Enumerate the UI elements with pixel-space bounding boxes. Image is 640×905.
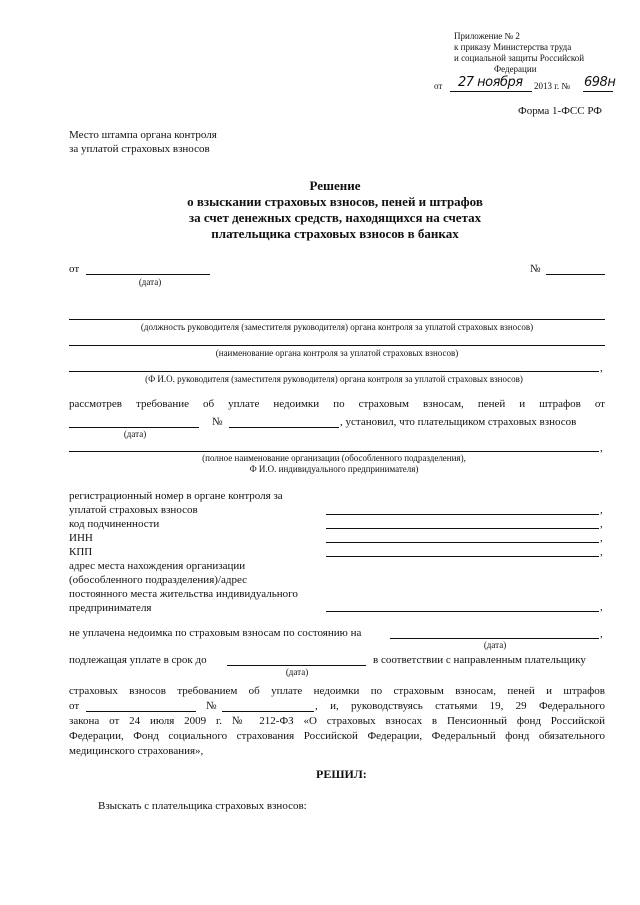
reg-number-field[interactable] <box>326 514 599 515</box>
stamp-note <box>69 128 217 156</box>
due-date-caption: (дата) <box>285 667 309 677</box>
comma: , <box>600 532 603 544</box>
requirement-number-field[interactable] <box>229 427 339 428</box>
requirement-date-caption: (дата) <box>123 429 147 439</box>
appendix-number-line <box>583 91 613 92</box>
title-line: плательщика страховых взносов в банках <box>211 226 459 241</box>
collect-text: Взыскать с плательщика страховых взносов: <box>98 800 307 812</box>
appendix-from: от <box>434 81 443 91</box>
comma: , <box>600 628 603 640</box>
appendix-date-handwritten: 27 ноября <box>458 75 523 90</box>
number-sign: № <box>530 263 541 275</box>
due-suffix: в соответствии с направленным плательщику <box>373 654 586 666</box>
comma: , <box>600 362 603 374</box>
appendix-date-line <box>450 91 532 92</box>
decision-number-field[interactable] <box>546 274 605 275</box>
unpaid-date-field[interactable] <box>390 638 599 639</box>
considered-text: рассмотрев требование об уплате недоимки по страховым взносам, пеней и штрафов от <box>69 398 605 410</box>
appendix-line: и социальной защиты Российской <box>454 53 585 63</box>
document-title <box>140 178 530 242</box>
comma: , <box>600 518 603 530</box>
requirement-number-sign: № <box>212 416 223 428</box>
established-text: , установил, что плательщиком страховых взносов <box>340 416 577 428</box>
paragraph-line: закона от 24 июля 2009 г. № 212-ФЗ «О страховых взносах в Пенсионный фонд Российской <box>69 715 605 727</box>
stamp-note-line: за уплатой страховых взносов <box>69 143 210 155</box>
field-label-address: постоянного места жительства индивидуального <box>69 588 298 600</box>
head-fio-field[interactable] <box>69 371 599 372</box>
paragraph-line: медицинского страхования», <box>69 745 204 757</box>
subordination-field[interactable] <box>326 528 599 529</box>
appendix-line: Приложение № 2 <box>454 31 520 41</box>
appendix-line: Федерации <box>494 64 537 74</box>
date-caption: (дата) <box>138 277 162 287</box>
head-fio-caption: (Ф И.О. руководителя (заместителя руководителя) органа контроля за уплатой страховых взносов) <box>145 374 523 384</box>
field-label-reg: регистрационный номер в органе контроля за <box>69 490 283 502</box>
title-line: о взыскании страховых взносов, пеней и штрафов <box>187 194 483 209</box>
comma: , <box>600 504 603 516</box>
appendix-number-handwritten: 698н <box>584 75 616 90</box>
unpaid-text: не уплачена недоимка по страховым взносам по состоянию на <box>69 627 362 639</box>
appendix-year: 2013 г. № <box>534 81 571 91</box>
unpaid-date-caption: (дата) <box>483 640 507 650</box>
para-number-sign: № <box>206 700 217 712</box>
org-full-name-field[interactable] <box>69 451 599 452</box>
paragraph-line: , и, руководствуясь статьями 19, 29 Федерального <box>315 700 605 712</box>
title-line: за счет денежных средств, находящихся на счетах <box>188 210 482 225</box>
decision-date-field[interactable] <box>86 274 210 275</box>
title-line: Решение <box>309 178 361 193</box>
control-body-field[interactable] <box>69 345 605 346</box>
requirement-date-field[interactable] <box>69 427 199 428</box>
caption-line: (полное наименование организации (обособленного подразделения), <box>202 453 466 463</box>
field-label-subordination: код подчиненности <box>69 518 160 530</box>
form-name: Форма 1-ФСС РФ <box>518 105 602 117</box>
paragraph-line: страховых взносов требованием об уплате недоимки по страховым взносам, пеней и штрафов <box>69 685 605 697</box>
position-field[interactable] <box>69 319 605 320</box>
field-label-kpp: КПП <box>69 546 93 558</box>
comma: , <box>600 546 603 558</box>
appendix-line: к приказу Министерства труда <box>454 42 572 52</box>
control-body-caption: (наименование органа контроля за уплатой страховых взносов) <box>215 348 459 358</box>
field-label-inn: ИНН <box>69 532 93 544</box>
paragraph-from: от <box>69 700 80 712</box>
field-label-address: (обособленного подразделения)/адрес <box>69 574 247 586</box>
field-label-reg: уплатой страховых взносов <box>69 504 198 516</box>
appendix-block <box>454 31 614 75</box>
caption-line: Ф И.О. индивидуального предпринимателя) <box>249 464 419 474</box>
fields-labels <box>69 489 319 615</box>
org-full-name-caption <box>69 453 599 475</box>
field-label-address: предпринимателя <box>69 602 152 614</box>
comma: , <box>600 442 603 454</box>
position-caption: (должность руководителя (заместителя руководителя) органа контроля за уплатой страховых взносов) <box>140 322 534 332</box>
para-number-field[interactable] <box>222 711 314 712</box>
paragraph-line: Федерации, Фонд социального страхования Российской Федерации, Федеральный фонд обязательного <box>69 730 605 742</box>
stamp-note-line: Место штампа органа контроля <box>69 129 217 141</box>
field-label-address: адрес места нахождения организации <box>69 560 246 572</box>
kpp-field[interactable] <box>326 556 599 557</box>
comma: , <box>600 601 603 613</box>
address-field[interactable] <box>326 611 599 612</box>
due-date-field[interactable] <box>227 665 366 666</box>
inn-field[interactable] <box>326 542 599 543</box>
due-prefix: подлежащая уплате в срок до <box>69 654 207 666</box>
decided-heading: РЕШИЛ: <box>316 767 367 781</box>
date-from-label: от <box>69 263 80 275</box>
para-date-field[interactable] <box>86 711 196 712</box>
